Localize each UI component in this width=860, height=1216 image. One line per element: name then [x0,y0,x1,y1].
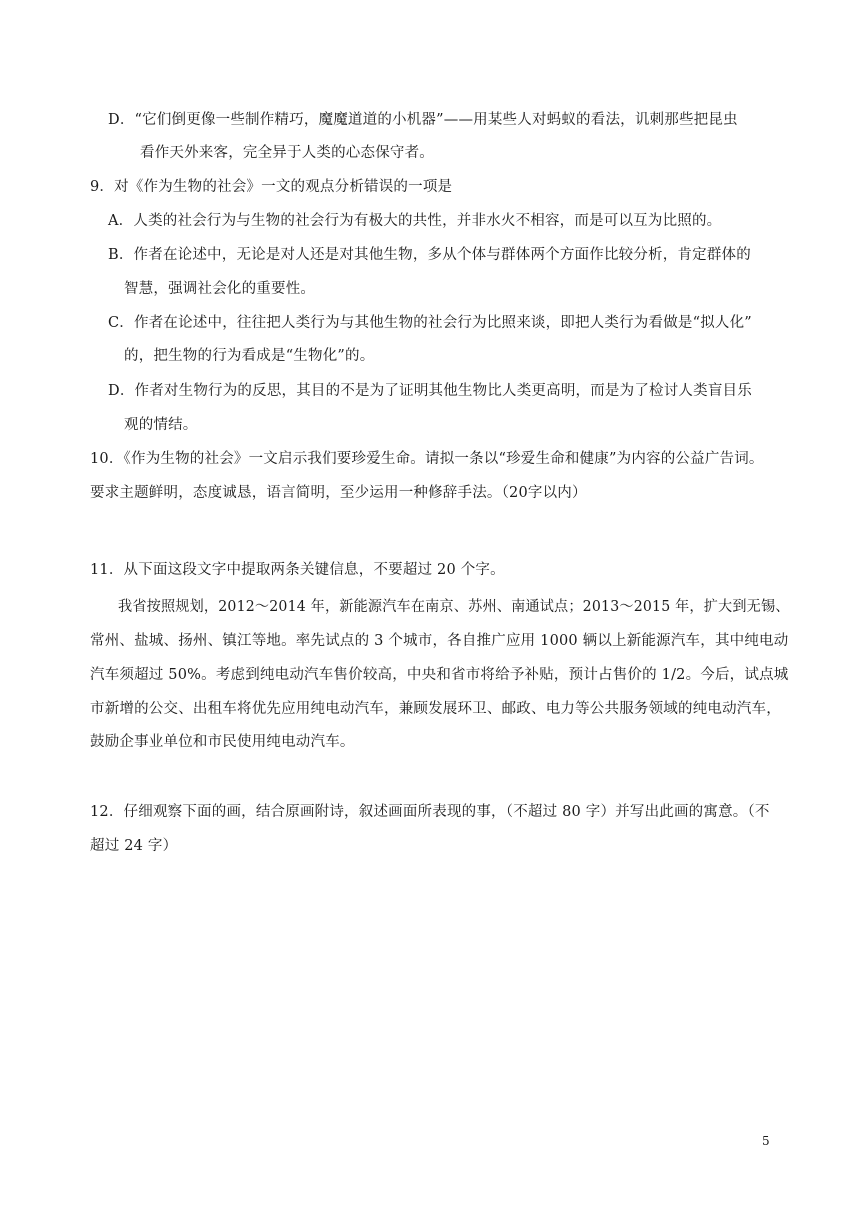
q9-option-b-line-1: B．作者在论述中，无论是对人还是对其他生物，多从个体与群体两个方面作比较分析，肯定群体的 [108,247,751,263]
q10-line-1: 10．《作为生物的社会》一文启示我们要珍爱生命。请拟一条以“珍爱生命和健康”为内容的公益广告词。 [90,451,764,467]
q11-passage-line-1: 我省按照规划，2012～2014 年，新能源汽车在南京、苏州、南通试点；2013～2015 年，扩大到无锡、 [118,599,790,615]
q12-line-2: 超过 24 字） [90,838,178,854]
q9-stem: 9．对《作为生物的社会》一文的观点分析错误的一项是 [90,179,453,195]
q11-passage-line-4: 市新增的公交、出租车将优先应用纯电动汽车，兼顾发展环卫、邮政、电力等公共服务领域的纯电动汽车， [90,701,781,717]
q11-passage-line-3: 汽车须超过 50%。考虑到纯电动汽车售价较高，中央和省市将给予补贴，预计占售价的 1/2。今后，试点城 [90,667,789,683]
q9-option-a: A．人类的社会行为与生物的社会行为有极大的共性，并非水火不相容，而是可以互为比照的。 [108,213,722,229]
q8-option-d-line-1: D．“它们倒更像一些制作精巧，魔魔道道的小机器”——用某些人对蚂蚁的看法，讥刺那些把昆虫 [108,112,738,128]
q12-line-1: 12．仔细观察下面的画，结合原画附诗，叙述画面所表现的事，（不超过 80 字）并写出此画的寓意。（不 [90,804,770,820]
q8-option-d-line-2: 看作天外来客，完全异于人类的心态保守者。 [140,145,434,161]
q9-option-c-line-1: C．作者在论述中，往往把人类行为与其他生物的社会行为比照来谈，即把人类行为看做是“拟人化” [108,315,752,331]
q11-stem: 11．从下面这段文字中提取两条关键信息，不要超过 20 个字。 [90,562,505,578]
q9-option-b-line-2: 智慧，强调社会化的重要性。 [124,281,316,297]
q10-line-2: 要求主题鲜明，态度诚恳，语言简明，至少运用一种修辞手法。（20字以内） [90,485,587,501]
q11-passage-line-2: 常州、盐城、扬州、镇江等地。率先试点的 3 个城市，各自推广应用 1000 辆以上新能源汽车，其中纯电动 [90,633,789,649]
q9-option-d-line-1: D．作者对生物行为的反思，其目的不是为了证明其他生物比人类更高明，而是为了检讨人类盲目乐 [108,383,752,399]
page-number: 5 [762,1134,770,1148]
q11-passage-line-5: 鼓励企事业单位和市民使用纯电动汽车。 [90,734,355,750]
q9-option-d-line-2: 观的情结。 [124,417,198,433]
q9-option-c-line-2: 的，把生物的行为看成是“生物化”的。 [124,348,375,364]
